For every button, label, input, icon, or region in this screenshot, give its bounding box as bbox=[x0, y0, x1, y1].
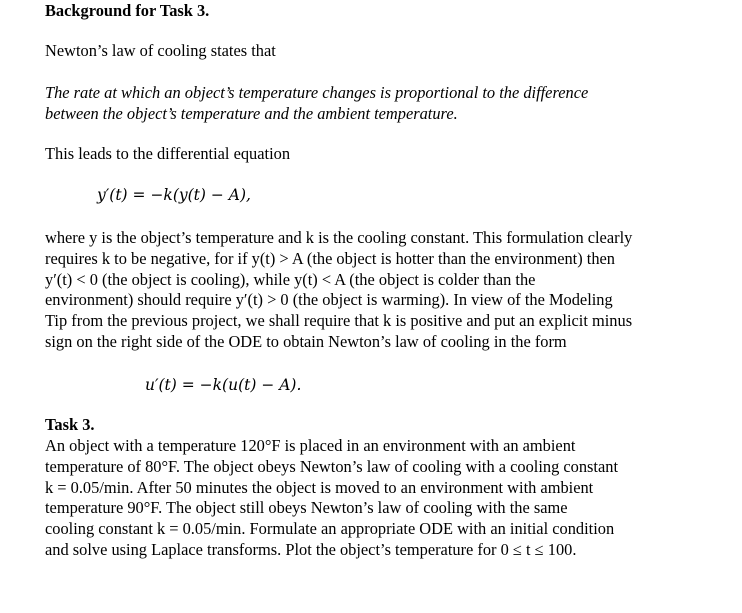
explanation-line: Tip from the previous project, we shall require that k is positive and put an explicit minus bbox=[45, 311, 633, 331]
explanation-line: requires k to be negative, for if y(t) > A (the object is hotter than the environment) then bbox=[45, 248, 615, 268]
task-title: Task 3. bbox=[45, 415, 95, 434]
explanation-line: where y is the object’s temperature and k is the cooling constant. This formulation clearly bbox=[45, 228, 633, 247]
law-quote bbox=[45, 82, 693, 124]
task-line: temperature 90°F. The object still obeys Newton’s law of cooling with the same bbox=[45, 498, 568, 518]
law-quote-line: The rate at which an object’s temperature changes is proportional to the difference bbox=[45, 83, 589, 102]
explanation-paragraph bbox=[45, 228, 693, 353]
equation-1: y′(t) = −k(y(t) − A), bbox=[97, 186, 251, 204]
law-quote-line: between the object’s temperature and the ambient temperature. bbox=[45, 104, 458, 123]
equation-2: u′(t) = −k(u(t) − A). bbox=[145, 376, 302, 394]
explanation-line: environment) should require y′(t) > 0 (the object is warming). In view of the Modeling bbox=[45, 290, 613, 310]
task-paragraph bbox=[45, 436, 693, 561]
task-line: k = 0.05/min. After 50 minutes the object is moved to an environment with ambient bbox=[45, 477, 594, 497]
section-heading: Background for Task 3. bbox=[45, 1, 210, 20]
task-line: temperature of 80°F. The object obeys Newton’s law of cooling with a cooling constant bbox=[45, 456, 619, 476]
task-line: cooling constant k = 0.05/min. Formulate an appropriate ODE with an initial condition bbox=[45, 519, 615, 539]
explanation-line: y′(t) < 0 (the object is cooling), while y(t) < A (the object is colder than the bbox=[45, 269, 536, 289]
explanation-line: sign on the right side of the ODE to obtain Newton’s law of cooling in the form bbox=[45, 331, 567, 351]
task-line: An object with a temperature 120°F is placed in an environment with an ambient bbox=[45, 436, 576, 455]
leads-to-text: This leads to the differential equation bbox=[45, 144, 291, 163]
intro-text: Newton’s law of cooling states that bbox=[45, 41, 276, 60]
task-line: and solve using Laplace transforms. Plot the object’s temperature for 0 ≤ t ≤ 100. bbox=[45, 539, 577, 559]
